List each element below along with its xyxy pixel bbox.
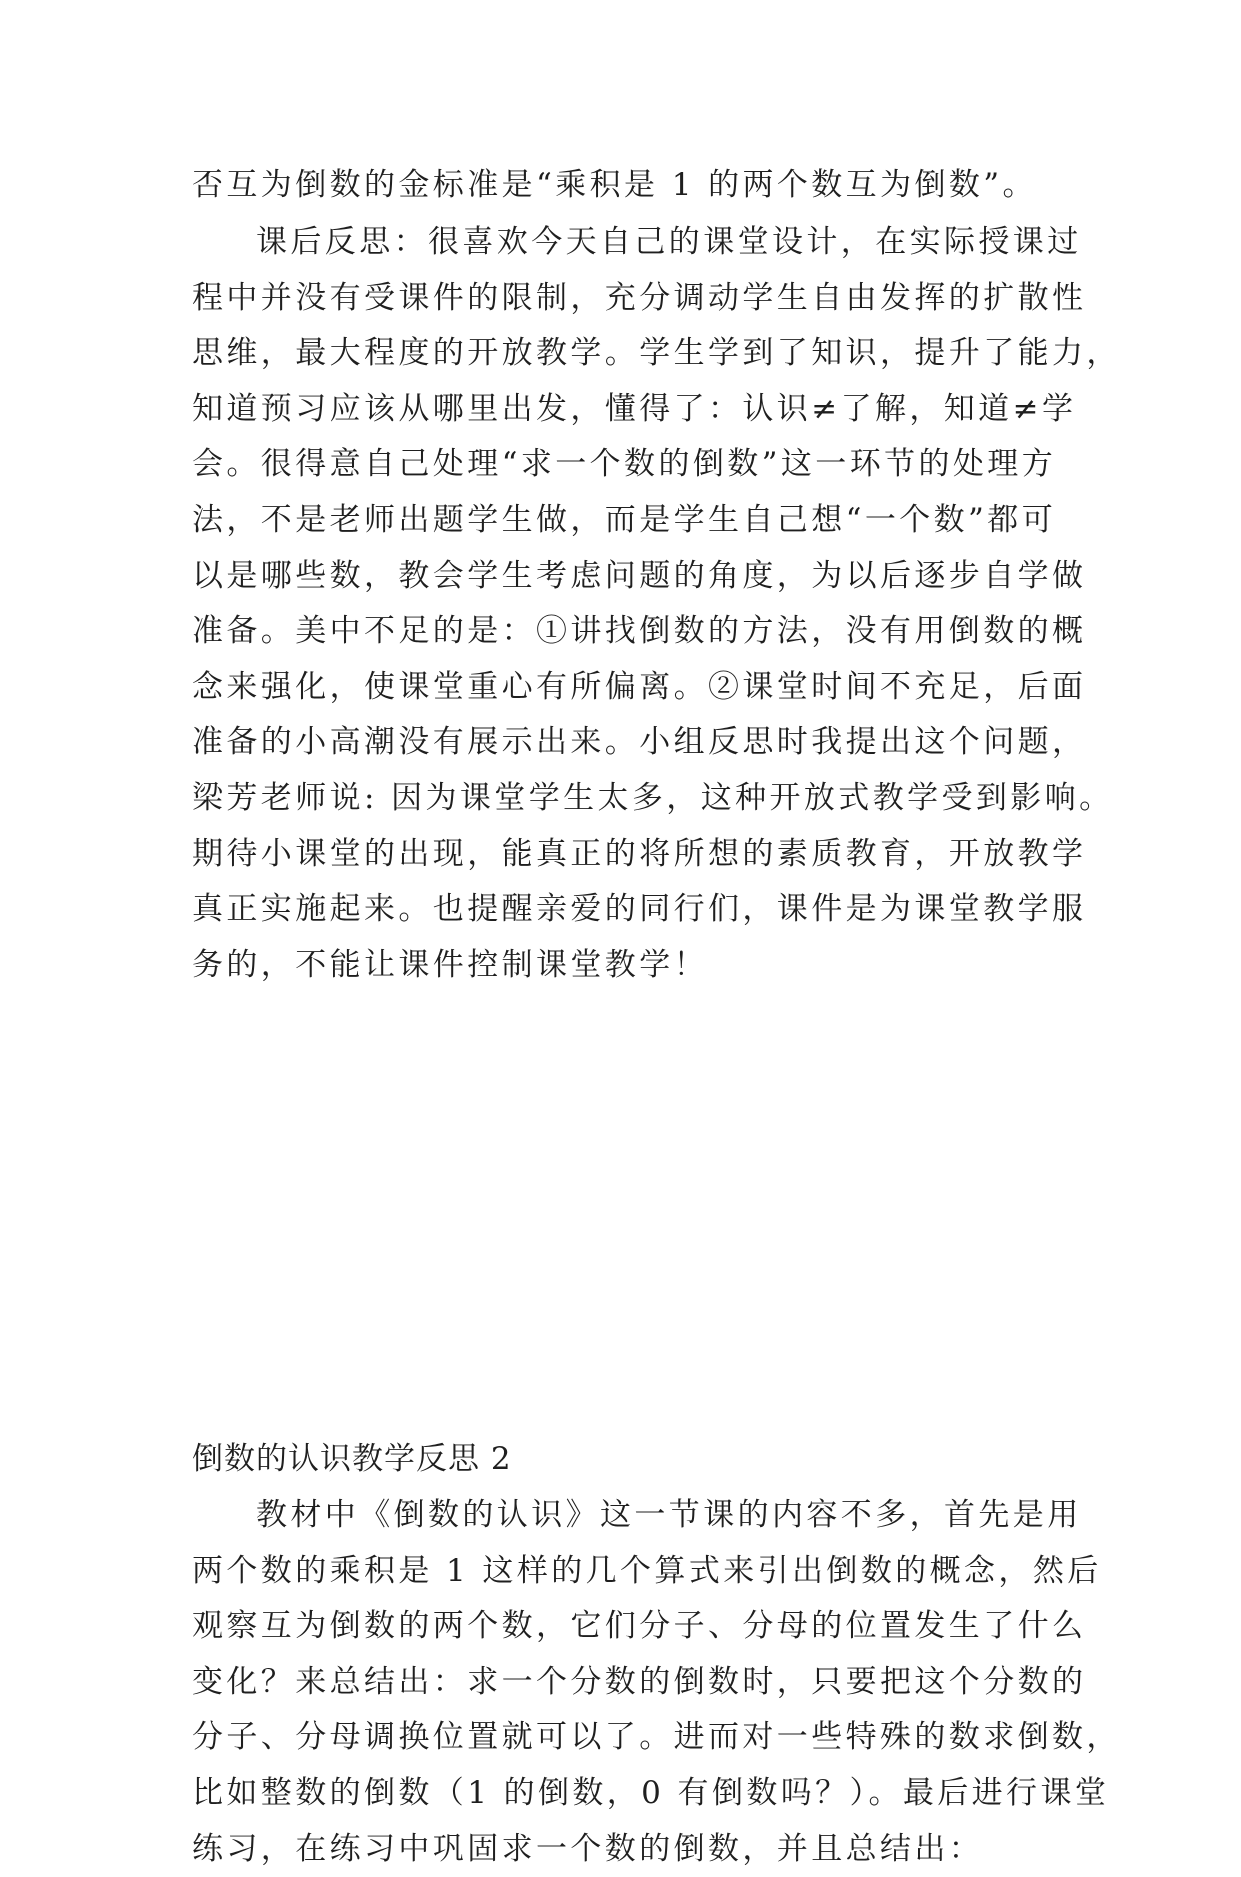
paragraph-line: 真正实施起来。也提醒亲爱的同行们，课件是为课堂教学服 — [192, 891, 1087, 928]
paragraph-line: 知道预习应该从哪里出发，懂得了：认识≠了解，知道≠学 — [192, 390, 1077, 427]
paragraph-line: 务的，不能让课件控制课堂教学！ — [192, 946, 708, 983]
paragraph-line: 练习，在练习中巩固求一个数的倒数，并且总结出： — [192, 1830, 984, 1867]
paragraph-line: 期待小课堂的出现，能真正的将所想的素质教育，开放教学 — [192, 835, 1087, 872]
paragraph-line: 念来强化，使课堂重心有所偏离。②课堂时间不充足，后面 — [192, 668, 1087, 705]
paragraph-line: 教材中《倒数的认识》这一节课的内容不多，首先是用 — [256, 1497, 1082, 1533]
paragraph-line: 准备的小高潮没有展示出来。小组反思时我提出这个问题， — [192, 724, 1087, 761]
section2-paragraph — [192, 1488, 1121, 1877]
paragraph-line: 观察互为倒数的两个数，它们分子、分母的位置发生了什么 — [192, 1608, 1087, 1645]
intro-paragraph — [192, 158, 1072, 214]
paragraph-line: 两个数的乘积是 1 这样的几个算式来引出倒数的概念，然后 — [192, 1552, 1102, 1589]
paragraph-line: 分子、分母调换位置就可以了。进而对一些特殊的数求倒数， — [192, 1719, 1121, 1756]
paragraph-line: 法，不是老师出题学生做，而是学生自己想“一个数”都可 — [192, 501, 1057, 538]
paragraph-line: 课后反思：很喜欢今天自己的课堂设计，在实际授课过 — [256, 224, 1082, 260]
paragraph-line: 会。很得意自己处理“求一个数的倒数”这一环节的处理方 — [192, 446, 1057, 483]
section-heading-container — [192, 1432, 1072, 1488]
paragraph-line: 否互为倒数的金标准是“乘积是 1 的两个数互为倒数”。 — [192, 167, 1037, 203]
reflection-paragraph — [192, 215, 1121, 993]
paragraph-line: 梁芳老师说: 因为课堂学生太多，这种开放式教学受到影响。 — [192, 779, 1114, 816]
paragraph-line: 变化？来总结出：求一个分数的倒数时，只要把这个分数的 — [192, 1663, 1087, 1700]
paragraph-line: 程中并没有受课件的限制，充分调动学生自由发挥的扩散性 — [192, 279, 1087, 316]
paragraph-line: 以是哪些数，教会学生考虑问题的角度，为以后逐步自学做 — [192, 557, 1087, 594]
paragraph-line: 比如整数的倒数（1 的倒数，0 有倒数吗？）。最后进行课堂 — [192, 1774, 1110, 1811]
paragraph-line: 准备。美中不足的是：①讲找倒数的方法，没有用倒数的概 — [192, 613, 1087, 650]
paragraph-line: 思维，最大程度的开放教学。学生学到了知识，提升了能力， — [192, 335, 1121, 372]
section-heading: 倒数的认识教学反思 2 — [192, 1441, 512, 1477]
